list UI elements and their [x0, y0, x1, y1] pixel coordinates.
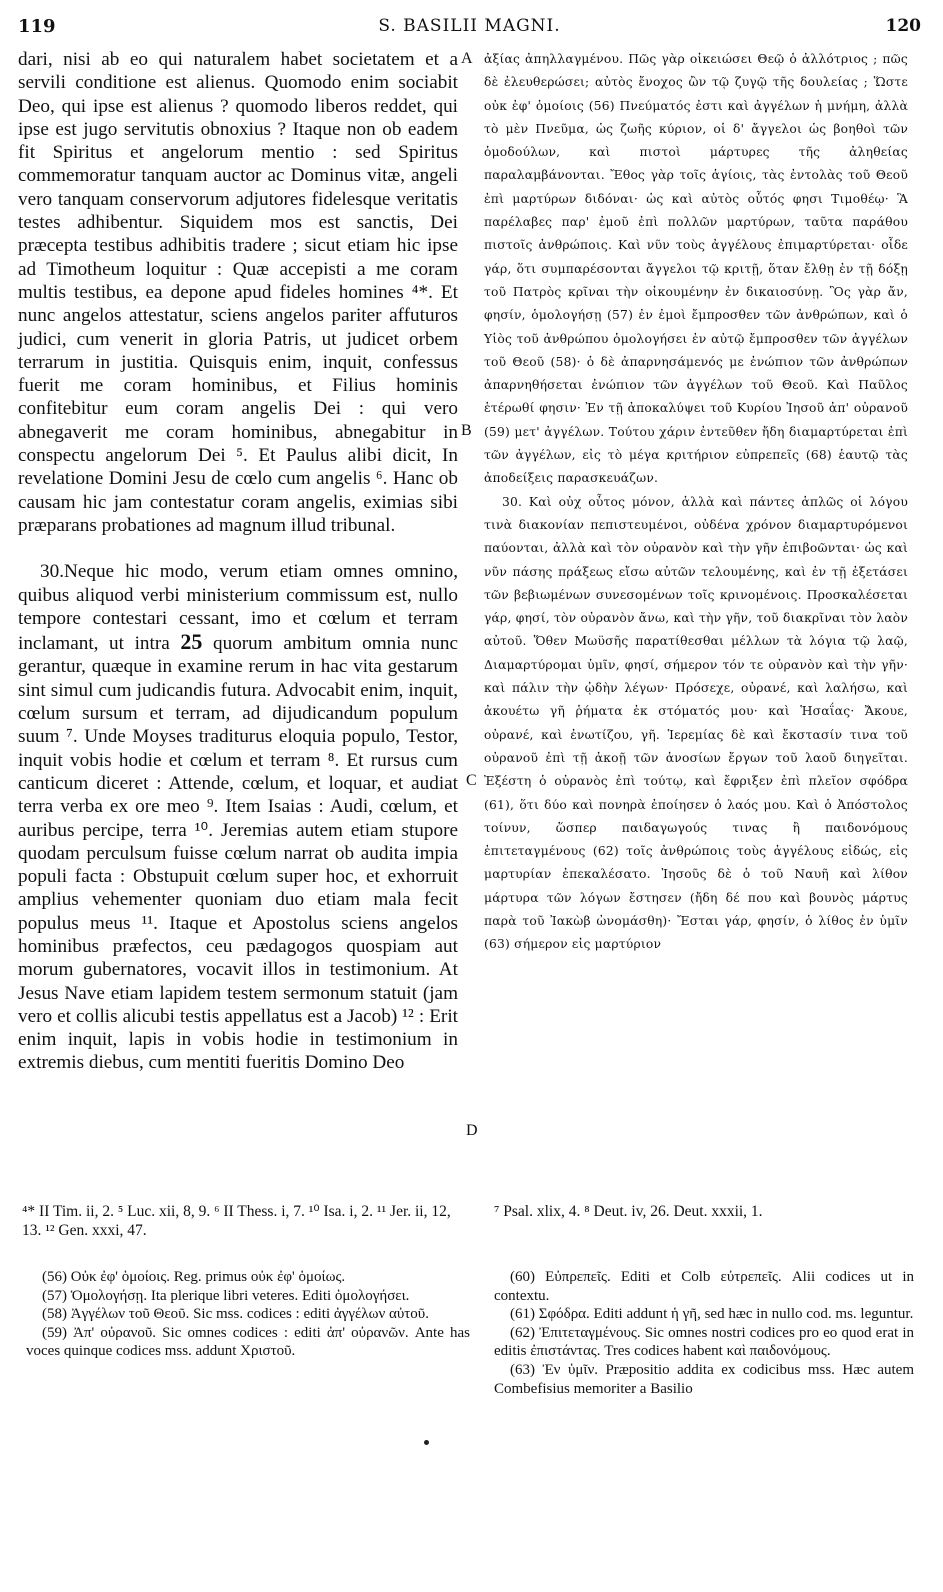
left-page-number: 119: [18, 16, 56, 37]
note-60: (60) Εὐπρεπεῖς. Editi et Colb εὐτρεπεῖς. Alii codices ut in contextu.: [494, 1269, 914, 1304]
greek-column: [484, 48, 908, 957]
latin-paragraph-30-part-b: quorum ambitum omnia nunc gerantur, quæque in examine rerum in hac vita gestarum sint simul cum judicandis futura. Advocabit enim, inquit, cœlum sursum et terram, ad dijudicandum populum suum ⁷. Unde Moyses traditurus eloquia populo, Testor, inquit vobis hodie et cœlum et terram ⁸. Et rursus cum canticum diceret : Attende, cœlum, et loquar, et audiat terra verba ex ore meo ⁹. Item Isaias : Audi, cœlum, et auribus percipe, terra ¹⁰. Jeremias autem etiam stupore quodam perculsum fuisse cœlum narrat ob audita impia populi facta : Obstupuit cœlum super hoc, et exhorruit amplius vehementer quoniam duo etiam mala fecit populus meus ¹¹. Itaque et Apostolus sciens angelos hominibus præfectos, ceu pædagogos quospiam aut morum gubernatores, vocavit illos in testimonium. At Jesus Nave etiam lapidem testem sermonum statuit (jam vero et collis alicubi testis appellatus est a Jacob) ¹² : Erit enim inquit, lapis in vobis hodie in testimonium in extremis diebus, cum mentiti fueritis Domino Deo: [18, 633, 459, 1074]
section-number: 30.: [40, 561, 64, 583]
running-title: S. BASILII MAGNI.: [378, 16, 561, 36]
critical-notes-right: [494, 1268, 914, 1398]
note-58: (58) Ἀγγέλων τοῦ Θεοῦ. Sic mss. codices : editi ἀγγέλων αὐτοῦ.: [42, 1306, 429, 1323]
right-page-number: 120: [885, 16, 921, 36]
greek-paragraph-1: ἀξίας ἀπηλλαγμένου. Πῶς γὰρ οἰκειώσει Θεῷ ὁ ἀλλότριος ; πῶς δὲ ἐλευθερώσει; αὐτὸς ἔνοχος ὢν τῷ ζυγῷ τῆς δουλείας ; Ὥστε οὐκ ἐφ' ὁμοίοις (56) Πνεύματός ἐστι καὶ ἀγγέλων ἡ μνήμη, ἀλλὰ τὸ μὲν Πνεῦμα, ὡς ζωῆς κύριον, οἱ δ' ἄγγελοι ὡς βοηθοὶ τῶν ὁμοδούλων, καὶ πιστοὶ μάρτυρες τῆς ἀληθείας παραλαμβάνονται. Ἔθος γὰρ τοῖς ἁγίοις, τὰς ἐντολὰς τοῦ Θεοῦ ἐπὶ μαρτύρων διδόναι· ὡς καὶ αὐτὸς οὗτός φησι Τιμοθέῳ· Ἃ παρέλαβες παρ' ἐμοῦ ἐπὶ πολλῶν μαρτύρων, ταῦτα παράθου πιστοῖς ἀνθρώποις. Καὶ νῦν τοὺς ἀγγέλους ἐπιμαρτύρεται· οἶδε γάρ, ὅτι συμπαρέσονται ἄγγελοι τῷ κριτῇ, ὅταν ἔλθῃ ἐν τῇ δόξῃ τοῦ Πατρὸς κρῖναι τὴν οἰκουμένην ἐν δικαιοσύνῃ. Ὃς γὰρ ἄν, φησίν, ὁμολογήσῃ (57) ἐν ἐμοὶ ἔμπροσθεν τῶν ἀνθρώπων, καὶ ὁ Υἱὸς τοῦ ἀνθρώπου ὁμολογήσει ἐν αὐτῷ ἔμπροσθεν τῶν ἀγγέλων τοῦ Θεοῦ (58)· ὁ δὲ ἀπαρνησάμενός με ἐνώπιον τῶν ἀνθρώπων ἀπαρνηθήσεται ἐνώπιον τῶν ἀγγέλων τοῦ Θεοῦ. Καὶ Παῦλος ἑτέρωθί φησιν· Ἐν τῇ ἀποκαλύψει τοῦ Κυρίου Ἰησοῦ ἀπ' οὐρανοῦ (59) μετ' ἀγγέλων. Τούτου χάριν ἐντεῦθεν ἤδη διαμαρτύρεται ἐπὶ τῶν ἀγγέλων, εἰς τὸ μέγα κριτήριον εὐπρεπεῖς (68) ἑαυτῷ τὰς ἀποδείξεις παρασκευάζων.: [484, 52, 908, 486]
margin-letter-c: C: [466, 772, 477, 789]
latin-paragraph-30: [18, 560, 458, 1075]
margin-letter-b: B: [461, 422, 472, 439]
ink-dot: [424, 1440, 429, 1445]
column-number-marker: 25: [180, 629, 203, 655]
note-61: (61) Σφόδρα. Editi addunt ἡ γῆ, sed hæc in nullo cod. ms. leguntur.: [510, 1306, 914, 1323]
note-59: (59) Ἀπ' οὐρανοῦ. Sic omnes codices : editi ἀπ' οὐρανῶν. Ante has voces quinque codices mss. addunt Χριστοῦ.: [26, 1324, 470, 1360]
latin-column: [18, 48, 458, 1075]
latin-paragraph-30-part-a: Neque hic modo, verum etiam omnes omnino, quibus aliquod verbi ministerium commissum est, nullo tempore contestari cessant, imo et cœlum et terram inclamant, ut intra: [18, 561, 458, 655]
note-57: (57) Ὁμολογήσῃ. Ita plerique libri veteres. Editi ὁμολογήσει.: [42, 1287, 410, 1304]
margin-letter-a: A: [461, 50, 473, 67]
greek-paragraph-30: 30. Καὶ οὐχ οὗτος μόνον, ἀλλὰ καὶ πάντες ἁπλῶς οἱ λόγου τινὰ διακονίαν πεπιστευμένοι, οὐδένα χρόνον διαμαρτυρόμενοι παύονται, ἀλλὰ καὶ τὸν οὐρανὸν καὶ τὴν γῆν ἐπιβοῶνται· ὡς καὶ νῦν πάσης πράξεως εἴσω αὐτῶν τελουμένης, καὶ ἐν τῇ ἐξετάσει τῶν βεβιωμένων συνεσομένων τοῖς κρινομένοις. Προσκαλέσεται γάρ, φησί, τὸν οὐρανὸν ἄνω, καὶ τὴν γῆν, τοῦ διακρῖναι τὸν λαὸν αὐτοῦ. Ὅθεν Μωϋσῆς παρατίθεσθαι μέλλων τὰ λόγια τῷ λαῷ, Διαμαρτύρομαι ὑμῖν, φησί, σήμερον τόν τε οὐρανὸν καὶ τὴν γῆν· καὶ πάλιν τὴν ᾠδὴν λέγων· Πρόσεχε, οὐρανέ, καὶ λαλήσω, καὶ ἀκουέτω γῆ ῥήματα ἐκ στόματός μου· καὶ Ἡσαΐας· Ἄκουε, οὐρανέ, καὶ ἐνωτίζου, γῆ. Ἱερεμίας δὲ καὶ ἔκστασίν τινα τοῦ οὐρανοῦ ἐπὶ τῇ ἀκοῇ τῶν ἀνοσίων ἔργων τοῦ λαοῦ διηγεῖται. Ἐξέστη ὁ οὐρανὸς ἐπὶ τούτῳ, καὶ ἔφριξεν ἐπὶ πλεῖον σφόδρα (61), ὅτι δύο καὶ πονηρὰ ἐποίησεν ὁ λαός μου. Καὶ ὁ Ἀπόστολος τοίνυν, ὥσπερ παιδαγωγούς τινας ἢ παιδονόμους ἐπιτεταγμένους (62) τοῖς ἀνθρώποις τοὺς ἀγγέλους εἰδώς, εἰς μαρτυρίαν ἐπεκαλέσατο. Ἰησοῦς δὲ ὁ τοῦ Ναυῆ καὶ λίθον μάρτυρα τῶν λόγων ἔστησεν (ἤδη δέ που καὶ βουνὸς μάρτυς παρὰ τοῦ Ἰακὼβ ὠνομάσθη)· Ἔσται γάρ, φησίν, ὁ λίθος ἐν ὑμῖν (63) σήμερον εἰς μαρτύριον: [484, 494, 908, 952]
page-header: [18, 16, 921, 42]
margin-letter-d: D: [466, 1122, 478, 1139]
note-63: (63) Ἐν ὑμῖν. Præpositio addita ex codicibus mss. Hæc autem Combefisius memoriter a Basilio: [494, 1361, 914, 1397]
note-62: (62) Ἐπιτεταγμένους. Sic omnes nostri codices pro eo quod erat in editis ἐπιστάντας. Tres codices habent καὶ παιδονόμους.: [494, 1324, 914, 1360]
critical-notes-left: [26, 1268, 470, 1361]
latin-paragraph-1: dari, nisi ab eo qui naturalem habet societatem et a servili conditione est alienus. Quomodo enim sociabit Deo, qui ipse est alienus ? quomodo liberos reddet, qui ipse est jugo servitutis obnoxius ? Itaque non ob eadem fit Spiritus et angelorum mentio : sed Spiritus commemoratur tanquam auctor ac Dominus vitæ, angeli vero tanquam conservorum adjutores fidelesque veritatis testes adhibentur. Siquidem mos est sanctis, Dei præcepta testibus adhibitis tradere ; sicut etiam hic ipse ad Timotheum loquitur : Quæ accepisti a me coram multis testibus, ea depone apud fideles homines ⁴*. Et nunc angelos attestatur, sciens angelos pariter affuturos judici, cum venerit in gloria Patris, ut judicet orbem terrarum in justitia. Quisquis enim, inquit, confessus fuerit me coram hominibus, et Filius hominis confitebitur eum coram angelis Dei : qui vero abnegaverit me coram hominibus, abnegabitur in conspectu angelorum Dei ⁵. Et Paulus alibi dicit, In revelatione Domini Jesu de cœlo cum angelis ⁶. Hanc ob causam hic jam contestatur coram angelis, eximias sibi præparans probationes ad magnum illud tribunal.: [18, 49, 458, 536]
scripture-references-right: ⁷ Psal. xlix, 4. ⁸ Deut. iv, 26. Deut. xxxii, 1.: [494, 1203, 763, 1220]
note-56: (56) Οὐκ ἐφ' ὁμοίοις. Reg. primus οὐκ ἐφ' ὁμοίως.: [42, 1269, 346, 1285]
scripture-references-left: ⁴* II Tim. ii, 2. ⁵ Luc. xii, 8, 9. ⁶ II Thess. i, 7. ¹⁰ Isa. i, 2. ¹¹ Jer. ii, 12, 13. ¹² Gen. xxxi, 47.: [22, 1203, 451, 1239]
